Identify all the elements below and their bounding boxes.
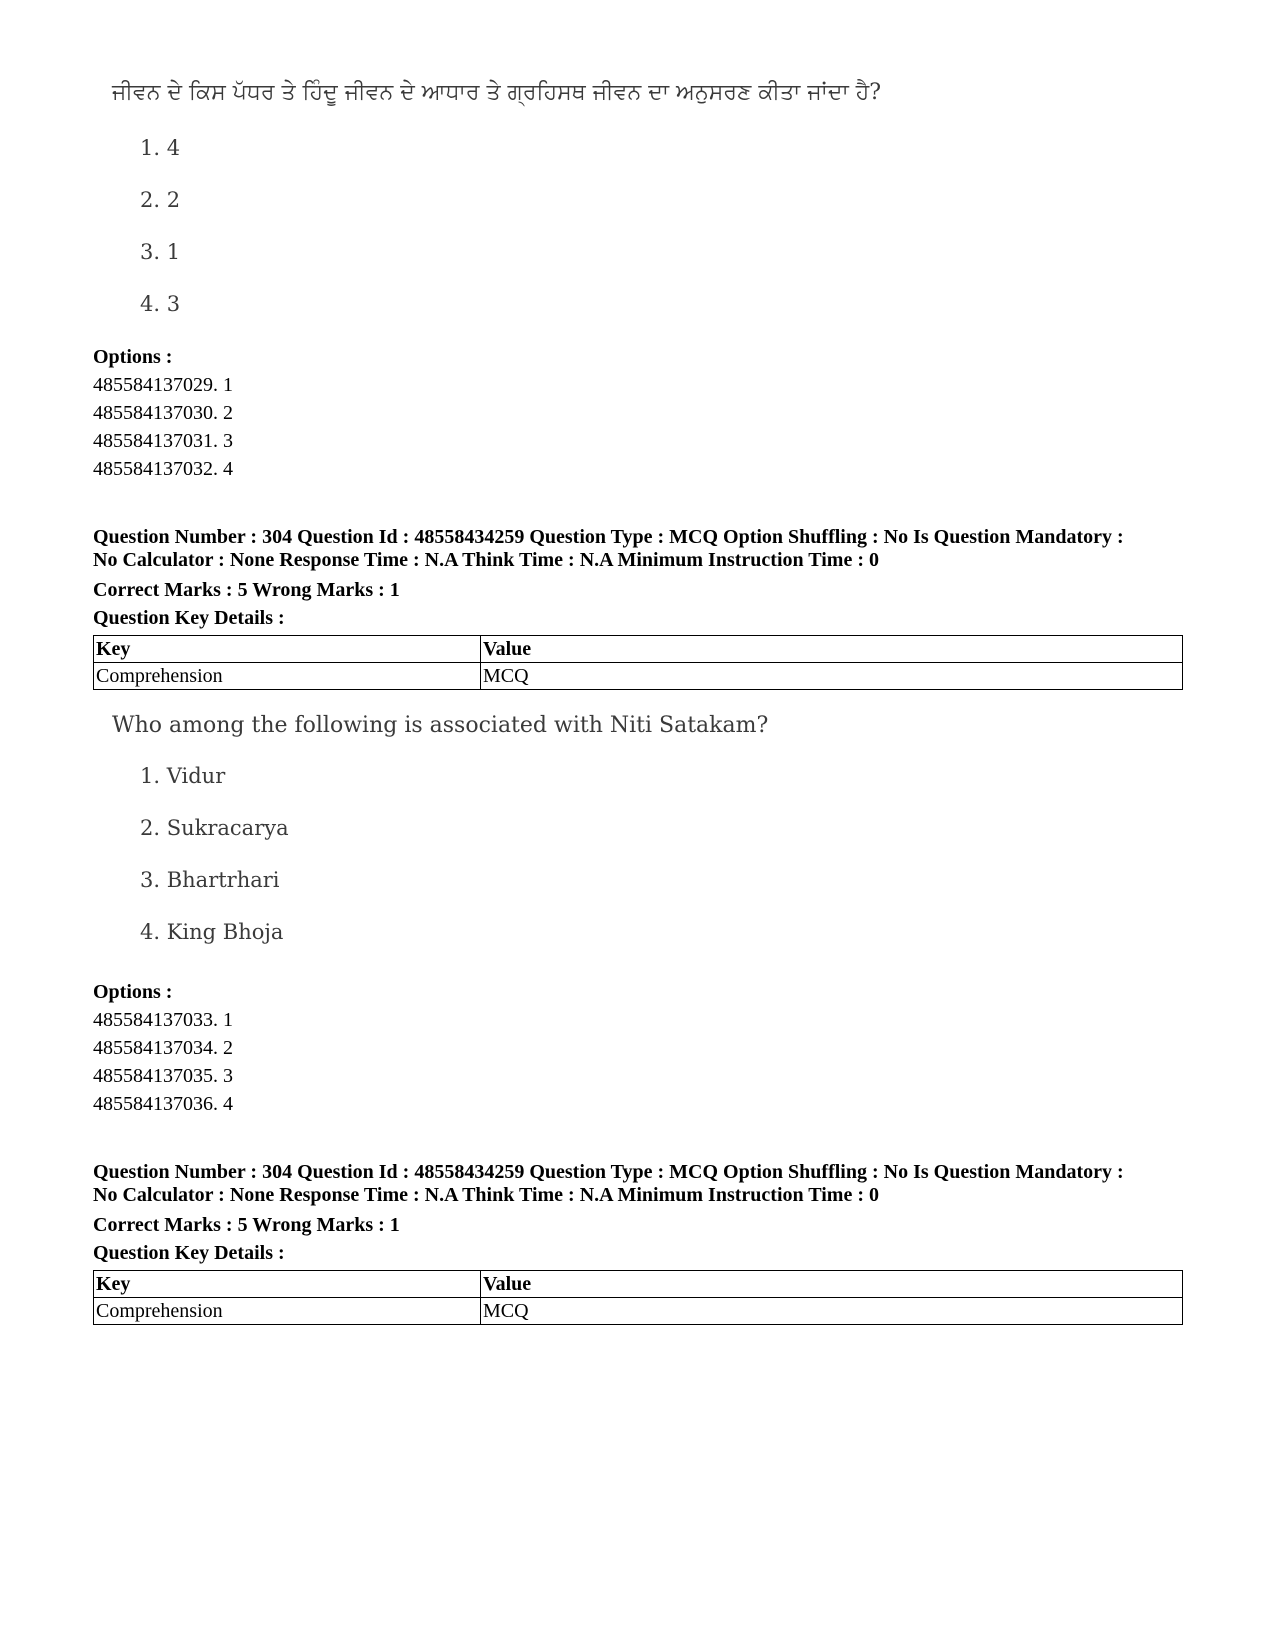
question-1-choice-3: 3. 1	[140, 240, 181, 264]
table-row	[94, 663, 1183, 690]
options-1-item-1: 485584137029. 1	[93, 374, 233, 396]
key-details-1-table	[93, 635, 1183, 690]
options-2-item-3: 485584137035. 3	[93, 1065, 233, 1087]
table-row	[94, 1298, 1183, 1325]
question-1-choice-1: 1. 4	[140, 136, 181, 160]
key-details-2-label: Question Key Details :	[93, 1242, 285, 1264]
question-1-text: ਜੀਵਨ ਦੇ ਕਿਸ ਪੱਧਰ ਤੇ ਹਿੰਦੂ ਜੀਵਨ ਦੇ ਆਧਾਰ ਤੇ ਗ੍ਰਹਿਸਥ ਜੀਵਨ ਦਾ ਅਨੁਸਰਣ ਕੀਤਾ ਜਾਂਦਾ ਹੈ?	[112, 80, 882, 105]
table-cell-key: Comprehension	[94, 1298, 481, 1325]
key-details-2-table	[93, 1270, 1183, 1325]
table-header-key: Key	[94, 1271, 481, 1298]
question-meta-2-line-2: No Calculator : None Response Time : N.A Think Time : N.A Minimum Instruction Time : 0	[93, 1184, 879, 1206]
question-1-choice-4: 4. 3	[140, 292, 181, 316]
question-2-choice-4: 4. King Bhoja	[140, 920, 284, 944]
question-1-choice-2: 2. 2	[140, 188, 181, 212]
table-cell-value: MCQ	[481, 663, 1183, 690]
options-1-item-4: 485584137032. 4	[93, 458, 233, 480]
table-header-row	[94, 1271, 1183, 1298]
options-1-item-2: 485584137030. 2	[93, 402, 233, 424]
question-meta-1	[93, 526, 1193, 572]
options-1-label: Options :	[93, 346, 173, 368]
options-2-item-2: 485584137034. 2	[93, 1037, 233, 1059]
question-2-choice-3: 3. Bhartrhari	[140, 868, 280, 892]
table-header-value: Value	[481, 636, 1183, 663]
key-details-1-label: Question Key Details :	[93, 607, 285, 629]
options-2-item-1: 485584137033. 1	[93, 1009, 233, 1031]
question-2-text: Who among the following is associated with Niti Satakam?	[112, 713, 769, 738]
question-2-choice-1: 1. Vidur	[140, 764, 226, 788]
question-2-choice-2: 2. Sukracarya	[140, 816, 289, 840]
question-meta-1-line-2: No Calculator : None Response Time : N.A Think Time : N.A Minimum Instruction Time : 0	[93, 549, 879, 571]
question-meta-1-line-1: Question Number : 304 Question Id : 48558434259 Question Type : MCQ Option Shuffling : No Is Question Mandatory :	[93, 526, 1124, 548]
options-2-label: Options :	[93, 981, 173, 1003]
table-header-row	[94, 636, 1183, 663]
table-cell-value: MCQ	[481, 1298, 1183, 1325]
table-header-key: Key	[94, 636, 481, 663]
table-cell-key: Comprehension	[94, 663, 481, 690]
question-meta-2	[93, 1161, 1193, 1207]
marks-2: Correct Marks : 5 Wrong Marks : 1	[93, 1214, 400, 1236]
options-2-item-4: 485584137036. 4	[93, 1093, 233, 1115]
question-meta-2-line-1: Question Number : 304 Question Id : 48558434259 Question Type : MCQ Option Shuffling : No Is Question Mandatory :	[93, 1161, 1124, 1183]
table-header-value: Value	[481, 1271, 1183, 1298]
options-1-item-3: 485584137031. 3	[93, 430, 233, 452]
marks-1: Correct Marks : 5 Wrong Marks : 1	[93, 579, 400, 601]
